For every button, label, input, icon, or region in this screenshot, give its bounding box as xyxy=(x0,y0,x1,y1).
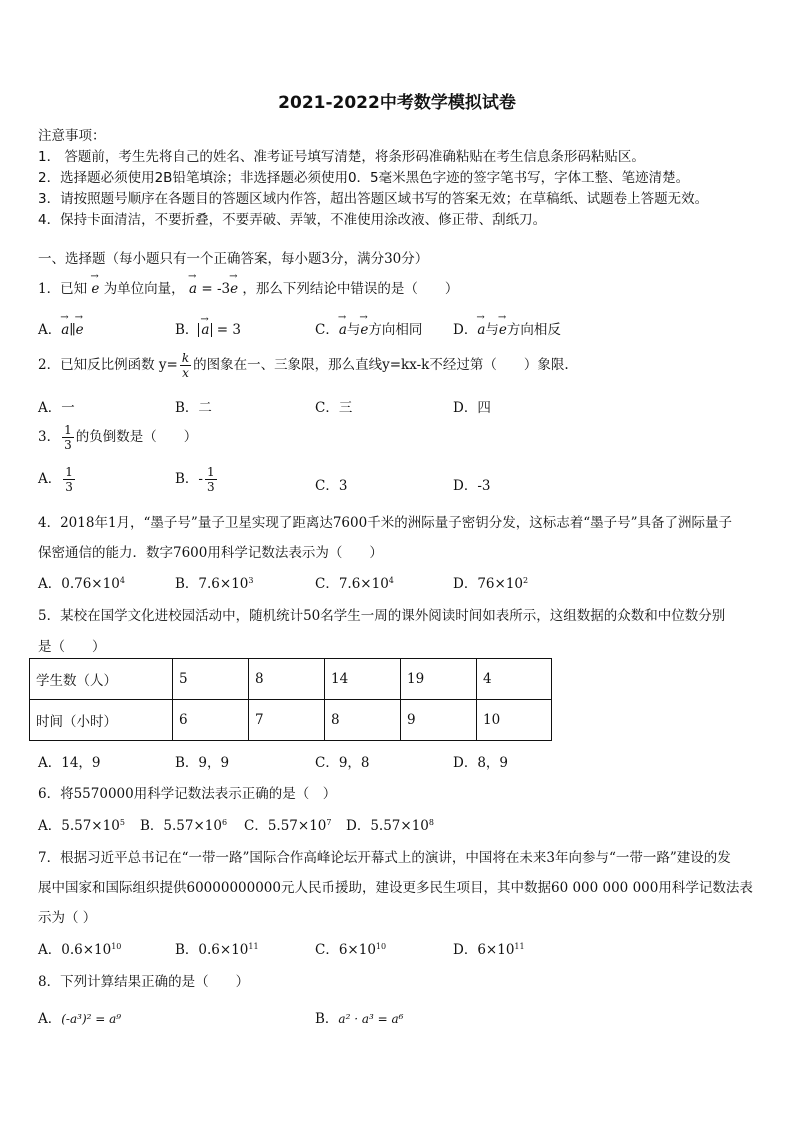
q1-eq: = -3 xyxy=(201,281,231,297)
q5-option-d[interactable]: D．8，9 xyxy=(453,755,509,771)
fraction-one-third: $\frac{1}{3}$ xyxy=(64,423,72,452)
notice-item-4: 4．保持卡面清洁，不要折叠，不要弄破、弄皱，不准使用涂改液、修正带、刮纸刀。 xyxy=(38,212,547,228)
q1-option-c[interactable]: C．→ a与→ e方向相同 xyxy=(315,318,422,338)
vector-e: → e xyxy=(91,281,99,297)
abs-a: → a xyxy=(198,323,212,337)
vector-a: → a xyxy=(189,281,197,297)
q2-option-c[interactable]: C．三 xyxy=(315,400,353,416)
q5-option-b[interactable]: B．9，9 xyxy=(175,755,230,771)
fraction-one-third: $\frac{1}{3}$ xyxy=(206,465,215,494)
q1-option-b[interactable]: B．→ a = 3 xyxy=(175,318,241,338)
q3-option-d[interactable]: D．-3 xyxy=(453,478,491,494)
table-cell: 19 xyxy=(401,659,477,700)
q6-option-a[interactable]: A．$5.57\times 10^5$ xyxy=(38,818,125,834)
question-3: 3． $\frac{1}{3}$ 的负倒数是（ ） xyxy=(38,423,198,452)
q5-option-c[interactable]: C．9，8 xyxy=(315,755,370,771)
q1-text-1: 为单位向量， xyxy=(103,281,185,297)
q6-option-c[interactable]: C．$5.57\times 10^7$ xyxy=(244,818,332,834)
q4-option-d[interactable]: D．$76\times 10^2$ xyxy=(453,576,529,592)
table-cell: 8 xyxy=(249,659,325,700)
q8-option-a[interactable]: A．(-a³)² = a⁹ xyxy=(38,1011,122,1027)
table-cell: 14 xyxy=(325,659,401,700)
notice-item-1: 1． 答题前，考生先将自己的姓名、准考证号填写清楚，将条形码准确粘贴在考生信息条形码粘贴区。 xyxy=(38,149,645,165)
q7-option-d[interactable]: D．$6\times 10^{11}$ xyxy=(453,942,525,958)
question-7-line-3: 示为（ ） xyxy=(38,910,97,926)
vector-a: → a xyxy=(61,322,69,338)
q4-option-b[interactable]: B．$7.6\times 10^3$ xyxy=(175,576,254,592)
vector-e-2: → e xyxy=(230,281,238,297)
q5-option-a[interactable]: A．14，9 xyxy=(38,755,101,771)
table-cell: 6 xyxy=(173,700,249,741)
q2-option-a[interactable]: A．一 xyxy=(38,400,75,416)
section-title: 一、选择题（每小题只有一个正确答案，每小题3分，满分30分） xyxy=(38,251,429,267)
question-5-line-2: 是（ ） xyxy=(38,639,106,655)
notice-heading: 注意事项： xyxy=(38,128,106,144)
table-cell: 9 xyxy=(401,700,477,741)
question-4-line-2: 保密通信的能力．数字7600用科学记数法表示为（ ） xyxy=(38,545,383,561)
vector-e: → e xyxy=(499,322,507,338)
q7-option-a[interactable]: A．$0.6\times 10^{10}$ xyxy=(38,942,122,958)
q7-option-c[interactable]: C．$6\times 10^{10}$ xyxy=(315,942,387,958)
q2-option-b[interactable]: B．二 xyxy=(175,400,212,416)
vector-a: → a xyxy=(477,322,485,338)
q1-prefix: 1．已知 xyxy=(38,281,88,297)
question-4-line-1: 4．2018年1月，“墨子号”量子卫星实现了距离达7600千米的洲际量子密钥分发，这标志着“墨子号”具备了洲际量子 xyxy=(38,515,732,531)
reading-time-table xyxy=(29,658,552,741)
question-8: 8．下列计算结果正确的是（ ） xyxy=(38,974,250,990)
question-5-line-1: 5．某校在国学文化进校园活动中，随机统计50名学生一周的课外阅读时间如表所示，这组数据的众数和中位数分别 xyxy=(38,608,726,624)
fraction-one-third: $\frac{1}{3}$ xyxy=(65,465,73,494)
q6-option-b[interactable]: B．$5.57\times 10^6$ xyxy=(140,818,228,834)
vector-e: → e xyxy=(360,322,368,338)
q4-option-c[interactable]: C．$7.6\times 10^4$ xyxy=(315,576,394,592)
q1-option-d[interactable]: D．→ a与→ e方向相反 xyxy=(453,318,561,338)
q1-option-a[interactable]: A．→ a∥→ e xyxy=(38,318,84,338)
q3-option-c[interactable]: C．3 xyxy=(315,478,348,494)
page-title: 2021-2022中考数学模拟试卷 xyxy=(278,93,516,113)
q4-option-a[interactable]: A．$0.76\times 10^4$ xyxy=(38,576,125,592)
question-1 xyxy=(38,277,458,297)
question-2: 2．已知反比例函数 y= $\frac{k}{x}$ 的图象在一、三象限，那么直线y=kx-k不经过第（ ）象限. xyxy=(38,351,569,380)
table-cell: 5 xyxy=(173,659,249,700)
vector-e: → e xyxy=(76,322,84,338)
q3-option-b[interactable]: B．- $\frac{1}{3}$ xyxy=(175,465,215,494)
table-row xyxy=(30,659,552,700)
table-cell: 4 xyxy=(477,659,552,700)
table-row xyxy=(30,700,552,741)
q6-option-d[interactable]: D．$5.57\times 10^8$ xyxy=(346,818,434,834)
q2-option-d[interactable]: D．四 xyxy=(453,400,491,416)
notice-item-2: 2．选择题必须使用2B铅笔填涂；非选择题必须使用0．5毫米黑色字迹的签字笔书写，字体工整、笔迹清楚。 xyxy=(38,170,690,186)
question-6: 6．将5570000用科学记数法表示正确的是（ ） xyxy=(38,786,337,802)
notice-item-3: 3．请按照题号顺序在各题目的答题区域内作答，超出答题区域书写的答案无效；在草稿纸、试题卷上答题无效。 xyxy=(38,191,709,207)
table-cell: 7 xyxy=(249,700,325,741)
q3-option-a[interactable]: A． $\frac{1}{3}$ xyxy=(38,465,73,494)
table-cell: 8 xyxy=(325,700,401,741)
question-7-line-1: 7．根据习近平总书记在“一带一路”国际合作高峰论坛开幕式上的演讲，中国将在未来3年向参与“一带一路”建设的发 xyxy=(38,850,731,866)
table-cell: 学生数（人） xyxy=(30,659,173,700)
q1-text-2: ，那么下列结论中错误的是（ ） xyxy=(242,281,459,297)
vector-a: → a xyxy=(339,322,347,338)
fraction-k-over-x: $\frac{k}{x}$ xyxy=(181,351,190,380)
q8-option-b[interactable]: B．a² · a³ = a⁶ xyxy=(315,1011,404,1027)
table-cell: 10 xyxy=(477,700,552,741)
q7-option-b[interactable]: B．$0.6\times 10^{11}$ xyxy=(175,942,259,958)
question-7-line-2: 展中国家和国际组织提供60000000000元人民币援助，建设更多民生项目，其中数据60 000 000 000用科学记数法表 xyxy=(38,880,753,896)
table-cell: 时间（小时） xyxy=(30,700,173,741)
